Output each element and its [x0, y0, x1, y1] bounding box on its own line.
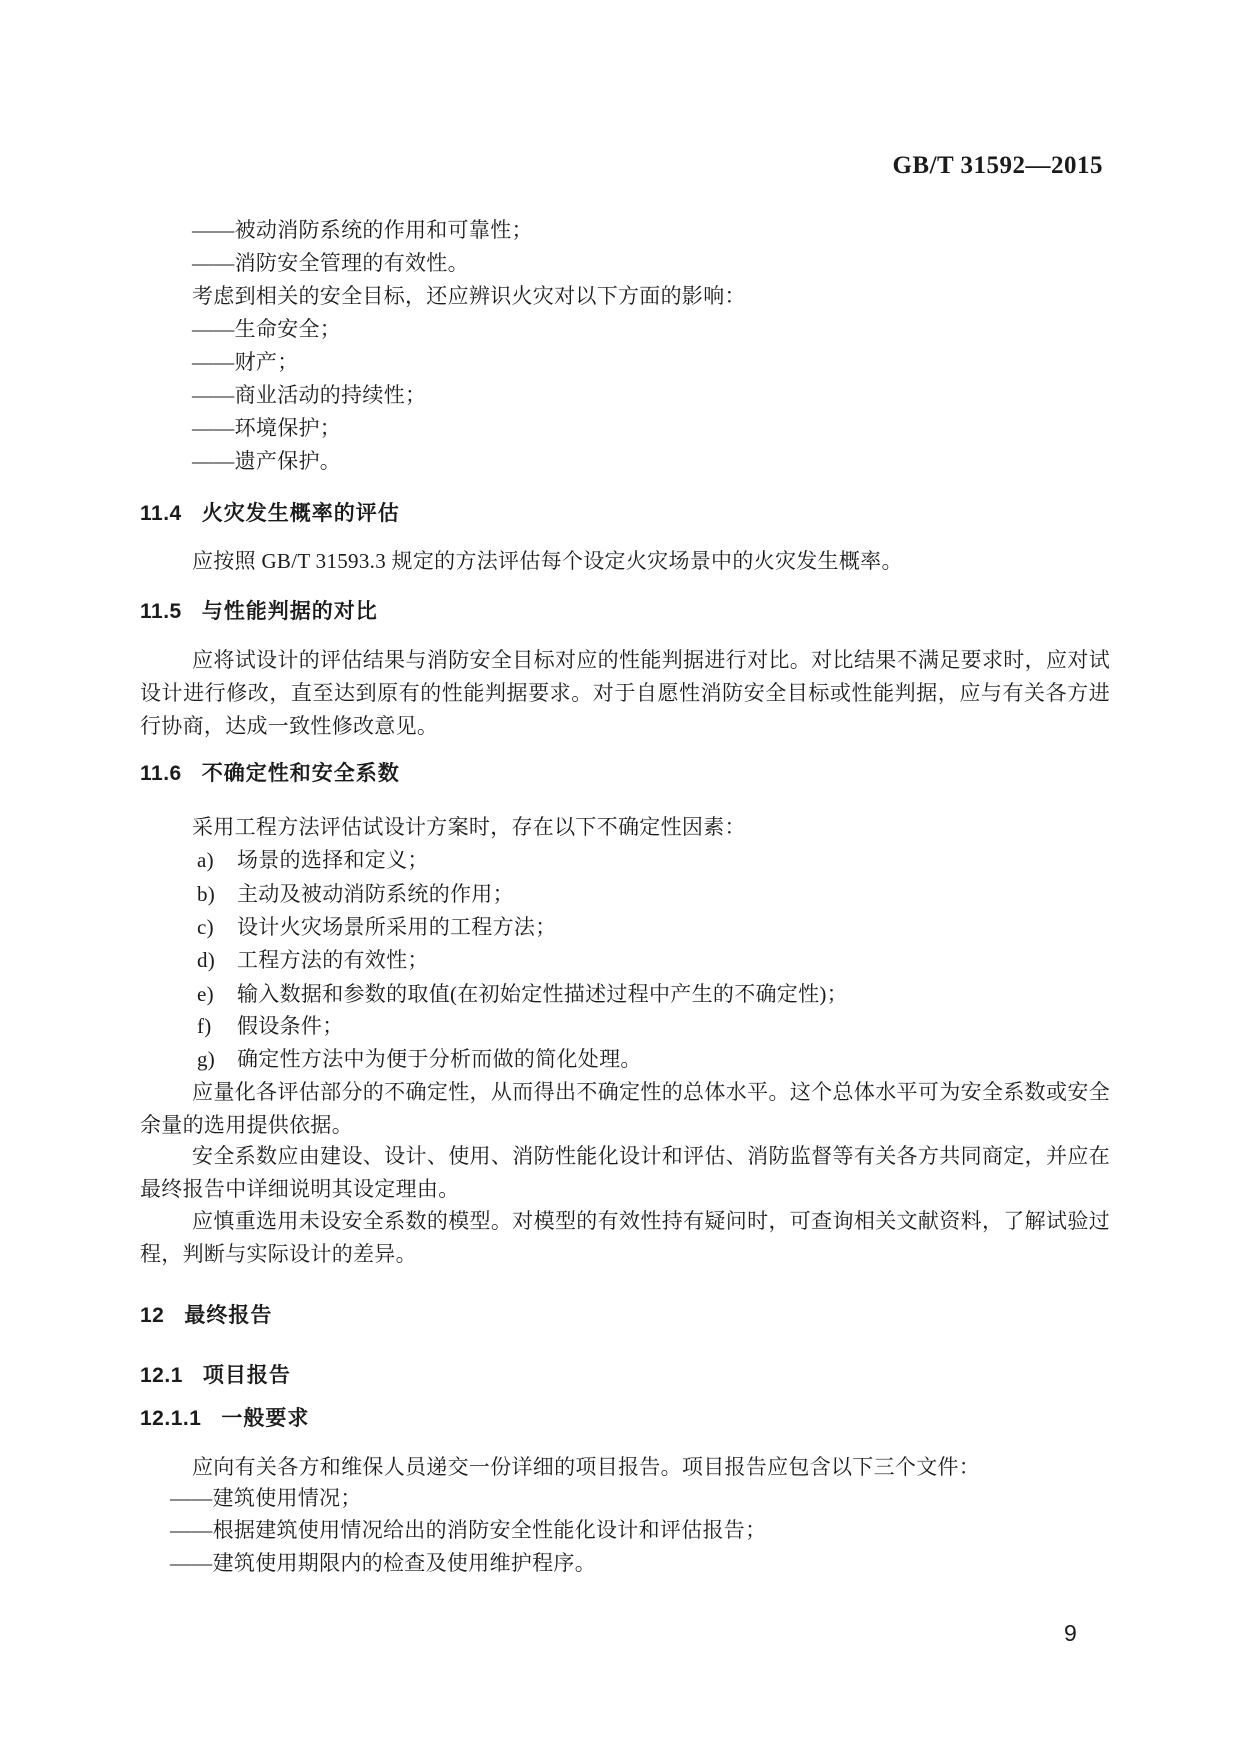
standard-number-header: GB/T 31592—2015	[892, 152, 1103, 179]
dash-list-item: ——生命安全；	[192, 317, 342, 341]
section-number: 12.1	[140, 1364, 183, 1387]
lettered-list-item-d	[140, 944, 1167, 977]
section-title: 最终报告	[184, 1304, 273, 1327]
dash-list-item: ——消防安全管理的有效性。	[192, 251, 469, 275]
list-item-text: 假设条件；	[237, 1014, 344, 1038]
dash-list-item: ——建筑使用情况；	[170, 1486, 362, 1510]
section-title: 不确定性和安全系数	[201, 762, 400, 785]
dash-list-item: ——商业活动的持续性；	[192, 383, 427, 407]
section-heading-12	[140, 1299, 1110, 1332]
paragraph: 应向有关各方和维保人员递交一份详细的项目报告。项目报告应包含以下三个文件：	[192, 1455, 981, 1479]
list-item-text: 设计火灾场景所采用的工程方法；	[237, 915, 557, 939]
dash-list-item: ——环境保护；	[192, 416, 342, 440]
lettered-list-item-g	[140, 1043, 1167, 1076]
section-title: 一般要求	[221, 1407, 310, 1430]
section-number: 11.5	[140, 600, 182, 623]
list-marker: f)	[197, 1014, 212, 1038]
paragraph: 采用工程方法评估试设计方案时，存在以下不确定性因素：	[192, 815, 746, 839]
section-title: 与性能判据的对比	[201, 600, 378, 623]
dash-list-item: ——被动消防系统的作用和可靠性；	[192, 218, 533, 242]
lettered-list-item-f	[140, 1010, 1167, 1043]
list-item-text: 确定性方法中为便于分析而做的简化处理。	[237, 1047, 642, 1071]
list-item-text: 场景的选择和定义；	[237, 848, 429, 872]
section-heading-12-1-1	[140, 1402, 1110, 1435]
section-heading-11-5	[140, 595, 1110, 628]
paragraph: 应按照 GB/T 31593.3 规定的方法评估每个设定火灾场景中的火灾发生概率。	[192, 549, 903, 573]
dash-list-item: ——根据建筑使用情况给出的消防安全性能化设计和评估报告；	[170, 1518, 767, 1542]
lettered-list-item-c	[140, 911, 1167, 944]
section-number: 12.1.1	[140, 1407, 202, 1430]
section-heading-12-1	[140, 1359, 1110, 1392]
paragraph: 应将试设计的评估结果与消防安全目标对应的性能判据进行对比。对比结果不满足要求时，应对试设计进行修改，直至达到原有的性能判据要求。对于自愿性消防安全目标或性能判据，应与有关各方进行协商，达成一致性修改意见。	[140, 648, 1110, 738]
section-heading-11-4	[140, 497, 1110, 530]
list-marker: e)	[197, 982, 214, 1006]
list-marker: b)	[197, 882, 216, 906]
lettered-list-item-b	[140, 878, 1167, 911]
list-marker: g)	[197, 1047, 216, 1071]
list-item-text: 输入数据和参数的取值(在初始定性描述过程中产生的不确定性)；	[237, 982, 848, 1006]
dash-list-item: ——建筑使用期限内的检查及使用维护程序。	[170, 1551, 596, 1575]
section-number: 11.4	[140, 502, 182, 525]
section-heading-11-6	[140, 757, 1110, 790]
list-item-text: 工程方法的有效性；	[237, 948, 429, 972]
list-marker: c)	[197, 915, 214, 939]
paragraph: 考虑到相关的安全目标，还应辨识火灾对以下方面的影响：	[192, 284, 746, 308]
section-number: 12	[140, 1304, 165, 1327]
section-title: 火灾发生概率的评估	[201, 502, 400, 525]
lettered-list-item-a	[140, 844, 1167, 877]
section-title: 项目报告	[202, 1364, 291, 1387]
section-number: 11.6	[140, 762, 182, 785]
paragraph: 应慎重选用未设安全系数的模型。对模型的有效性持有疑问时，可查询相关文献资料，了解试验过程，判断与实际设计的差异。	[140, 1209, 1110, 1266]
list-marker: d)	[197, 948, 216, 972]
dash-list-item: ——遗产保护。	[192, 449, 342, 473]
paragraph: 应量化各评估部分的不确定性，从而得出不确定性的总体水平。这个总体水平可为安全系数或安全余量的选用提供依据。	[140, 1080, 1110, 1137]
list-marker: a)	[197, 848, 214, 872]
list-item-text: 主动及被动消防系统的作用；	[237, 882, 514, 906]
lettered-list-item-e	[140, 978, 1167, 1011]
dash-list-item: ——财产；	[192, 350, 299, 374]
page-number: 9	[1064, 1620, 1077, 1646]
paragraph: 安全系数应由建设、设计、使用、消防性能化设计和评估、消防监督等有关各方共同商定，并应在最终报告中详细说明其设定理由。	[140, 1144, 1110, 1201]
